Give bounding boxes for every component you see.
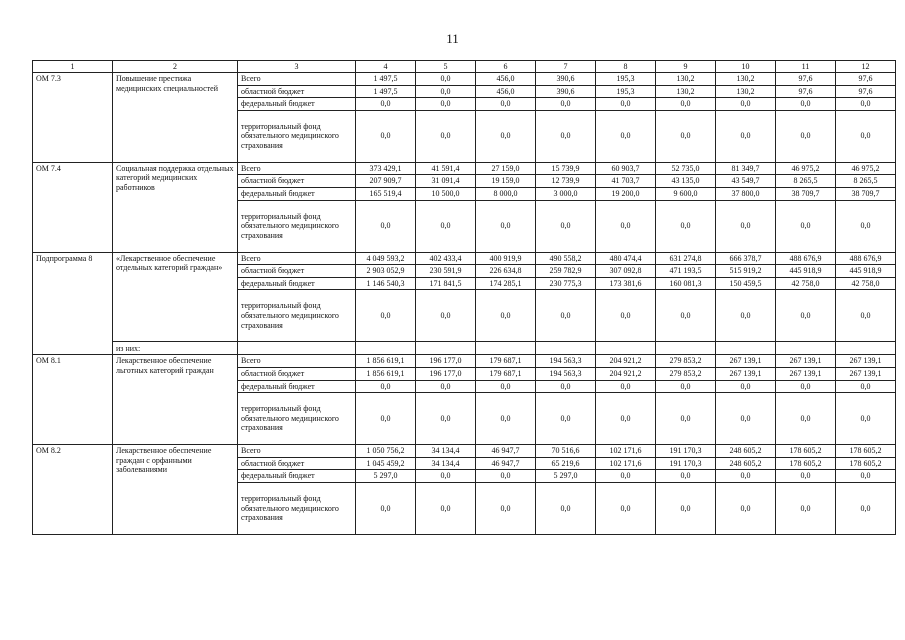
amount-cell: 174 285,1 [476,277,536,290]
amount-cell: 390,6 [536,73,596,86]
amount-cell: 631 274,8 [656,252,716,265]
funding-source: федеральный бюджет [238,187,356,200]
amount-cell: 0,0 [356,380,416,393]
amount-cell: 0,0 [596,110,656,162]
amount-cell: 5 297,0 [536,470,596,483]
amount-cell: 60 903,7 [596,162,656,175]
amount-cell: 34 134,4 [416,457,476,470]
amount-cell: 41 591,4 [416,162,476,175]
amount-cell: 31 091,4 [416,175,476,188]
amount-cell: 0,0 [596,290,656,342]
column-header: 5 [416,61,476,73]
amount-cell: 0,0 [716,482,776,534]
amount-cell: 456,0 [476,73,536,86]
amount-cell: 3 000,0 [536,187,596,200]
amount-cell: 1 497,5 [356,85,416,98]
amount-cell: 0,0 [476,98,536,111]
amount-cell: 0,0 [836,200,896,252]
amount-cell: 207 909,7 [356,175,416,188]
amount-cell: 0,0 [536,98,596,111]
amount-cell: 179 687,1 [476,355,536,368]
amount-cell: 0,0 [476,470,536,483]
amount-cell: 456,0 [476,85,536,98]
amount-cell: 0,0 [596,200,656,252]
amount-cell: 0,0 [596,393,656,445]
empty-cell [356,342,416,355]
amount-cell: 4 049 593,2 [356,252,416,265]
amount-cell: 0,0 [476,482,536,534]
amount-cell: 0,0 [656,380,716,393]
amount-cell: 0,0 [356,393,416,445]
funding-source: Всего [238,73,356,86]
amount-cell: 0,0 [596,380,656,393]
amount-cell: 178 605,2 [776,457,836,470]
amount-cell: 0,0 [416,110,476,162]
amount-cell: 160 081,3 [656,277,716,290]
column-header: 9 [656,61,716,73]
table-row [33,355,896,368]
column-header: 10 [716,61,776,73]
amount-cell: 0,0 [356,482,416,534]
amount-cell: 0,0 [656,482,716,534]
amount-cell: 0,0 [536,380,596,393]
amount-cell: 0,0 [836,290,896,342]
measure-code: ОМ 8.2 [33,445,113,535]
amount-cell: 490 558,2 [536,252,596,265]
amount-cell: 0,0 [716,470,776,483]
amount-cell: 402 433,4 [416,252,476,265]
amount-cell: 267 139,1 [776,355,836,368]
amount-cell: 0,0 [476,393,536,445]
amount-cell: 0,0 [536,290,596,342]
amount-cell: 488 676,9 [776,252,836,265]
empty-cell [416,342,476,355]
amount-cell: 0,0 [836,110,896,162]
amount-cell: 0,0 [716,380,776,393]
empty-cell [238,342,356,355]
amount-cell: 52 735,0 [656,162,716,175]
amount-cell: 0,0 [536,110,596,162]
amount-cell: 178 605,2 [836,457,896,470]
funding-source: федеральный бюджет [238,380,356,393]
amount-cell: 0,0 [656,98,716,111]
amount-cell: 81 349,7 [716,162,776,175]
amount-cell: 0,0 [716,98,776,111]
amount-cell: 8 265,5 [776,175,836,188]
amount-cell: 0,0 [836,470,896,483]
amount-cell: 0,0 [776,380,836,393]
amount-cell: 0,0 [716,393,776,445]
amount-cell: 0,0 [416,85,476,98]
amount-cell: 666 378,7 [716,252,776,265]
amount-cell: 267 139,1 [716,367,776,380]
amount-cell: 9 600,0 [656,187,716,200]
amount-cell: 515 919,2 [716,265,776,278]
funding-source: областной бюджет [238,85,356,98]
empty-cell [476,342,536,355]
empty-cell [776,342,836,355]
funding-source: областной бюджет [238,265,356,278]
amount-cell: 130,2 [656,73,716,86]
column-header: 12 [836,61,896,73]
amount-cell: 307 092,8 [596,265,656,278]
amount-cell: 0,0 [776,290,836,342]
funding-source: областной бюджет [238,175,356,188]
amount-cell: 0,0 [656,200,716,252]
amount-cell: 10 500,0 [416,187,476,200]
amount-cell: 0,0 [356,290,416,342]
funding-source: федеральный бюджет [238,277,356,290]
amount-cell: 267 139,1 [836,355,896,368]
amount-cell: 0,0 [596,470,656,483]
amount-cell: 0,0 [416,393,476,445]
measure-code: ОМ 7.4 [33,162,113,252]
amount-cell: 400 919,9 [476,252,536,265]
amount-cell: 1 050 756,2 [356,445,416,458]
amount-cell: 0,0 [776,393,836,445]
measure-name: Повышение престижа медицинских специальностей [113,73,238,163]
column-header: 7 [536,61,596,73]
amount-cell: 226 634,8 [476,265,536,278]
amount-cell: 1 497,5 [356,73,416,86]
header-row [33,61,896,73]
amount-cell: 445 918,9 [836,265,896,278]
amount-cell: 0,0 [596,482,656,534]
amount-cell: 38 709,7 [836,187,896,200]
amount-cell: 46 947,7 [476,457,536,470]
amount-cell: 0,0 [416,380,476,393]
amount-cell: 42 758,0 [836,277,896,290]
amount-cell: 0,0 [716,290,776,342]
amount-cell: 445 918,9 [776,265,836,278]
amount-cell: 2 903 052,9 [356,265,416,278]
amount-cell: 259 782,9 [536,265,596,278]
amount-cell: 97,6 [776,73,836,86]
amount-cell: 150 459,5 [716,277,776,290]
column-header: 3 [238,61,356,73]
amount-cell: 171 841,5 [416,277,476,290]
amount-cell: 19 159,0 [476,175,536,188]
amount-cell: 373 429,1 [356,162,416,175]
amount-cell: 130,2 [716,73,776,86]
page-number: 11 [446,31,459,46]
amount-cell: 0,0 [536,482,596,534]
empty-cell [536,342,596,355]
measure-code: Подпрограмма 8 [33,252,113,355]
measure-name: Социальная поддержка отдельных категорий медицинских работников [113,162,238,252]
table-row [33,252,896,265]
amount-cell: 65 219,6 [536,457,596,470]
amount-cell: 97,6 [836,85,896,98]
amount-cell: 194 563,3 [536,367,596,380]
amount-cell: 390,6 [536,85,596,98]
amount-cell: 38 709,7 [776,187,836,200]
amount-cell: 0,0 [836,393,896,445]
amount-cell: 279 853,2 [656,355,716,368]
amount-cell: 0,0 [536,393,596,445]
amount-cell: 178 605,2 [836,445,896,458]
amount-cell: 165 519,4 [356,187,416,200]
amount-cell: 43 135,0 [656,175,716,188]
amount-cell: 34 134,4 [416,445,476,458]
amount-cell: 102 171,6 [596,445,656,458]
column-header: 4 [356,61,416,73]
amount-cell: 0,0 [596,98,656,111]
funding-source: Всего [238,252,356,265]
amount-cell: 195,3 [596,85,656,98]
funding-source: территориальный фонд обязательного медицинского страхования [238,393,356,445]
empty-cell [716,342,776,355]
empty-cell [596,342,656,355]
amount-cell: 0,0 [776,470,836,483]
amount-cell: 248 605,2 [716,457,776,470]
amount-cell: 97,6 [776,85,836,98]
amount-cell: 12 739,9 [536,175,596,188]
amount-cell: 0,0 [836,380,896,393]
amount-cell: 230 775,3 [536,277,596,290]
funding-source: территориальный фонд обязательного медицинского страхования [238,200,356,252]
amount-cell: 1 856 619,1 [356,355,416,368]
amount-cell: 267 139,1 [716,355,776,368]
amount-cell: 0,0 [416,98,476,111]
amount-cell: 279 853,2 [656,367,716,380]
amount-cell: 0,0 [536,200,596,252]
amount-cell: 0,0 [656,470,716,483]
amount-cell: 0,0 [356,200,416,252]
amount-cell: 0,0 [416,73,476,86]
amount-cell: 130,2 [656,85,716,98]
funding-source: Всего [238,162,356,175]
column-header: 2 [113,61,238,73]
funding-source: Всего [238,355,356,368]
column-header: 8 [596,61,656,73]
empty-cell [836,342,896,355]
amount-cell: 0,0 [416,470,476,483]
funding-source: территориальный фонд обязательного медицинского страхования [238,290,356,342]
amount-cell: 0,0 [656,110,716,162]
amount-cell: 46 975,2 [776,162,836,175]
amount-cell: 0,0 [356,98,416,111]
amount-cell: 130,2 [716,85,776,98]
amount-cell: 230 591,9 [416,265,476,278]
amount-cell: 0,0 [656,290,716,342]
funding-source: Всего [238,445,356,458]
amount-cell: 1 045 459,2 [356,457,416,470]
amount-cell: 0,0 [476,110,536,162]
column-header: 6 [476,61,536,73]
amount-cell: 15 739,9 [536,162,596,175]
amount-cell: 1 146 540,3 [356,277,416,290]
measure-code: ОМ 8.1 [33,355,113,445]
funding-source: федеральный бюджет [238,470,356,483]
funding-source: областной бюджет [238,367,356,380]
amount-cell: 267 139,1 [776,367,836,380]
amount-cell: 102 171,6 [596,457,656,470]
table-row [33,342,896,355]
amount-cell: 471 193,5 [656,265,716,278]
amount-cell: 0,0 [356,110,416,162]
table-row [33,73,896,86]
amount-cell: 0,0 [776,110,836,162]
funding-source: территориальный фонд обязательного медицинского страхования [238,482,356,534]
amount-cell: 267 139,1 [836,367,896,380]
amount-cell: 204 921,2 [596,355,656,368]
measure-name: Лекарственное обеспечение льготных категорий граждан [113,355,238,445]
amount-cell: 46 947,7 [476,445,536,458]
funding-source: федеральный бюджет [238,98,356,111]
empty-cell [656,342,716,355]
amount-cell: 0,0 [836,482,896,534]
amount-cell: 37 800,0 [716,187,776,200]
amount-cell: 0,0 [776,98,836,111]
amount-cell: 19 200,0 [596,187,656,200]
amount-cell: 1 856 619,1 [356,367,416,380]
amount-cell: 0,0 [776,200,836,252]
amount-cell: 480 474,4 [596,252,656,265]
funding-source: территориальный фонд обязательного медицинского страхования [238,110,356,162]
amount-cell: 194 563,3 [536,355,596,368]
amount-cell: 0,0 [476,380,536,393]
amount-cell: 191 170,3 [656,457,716,470]
amount-cell: 204 921,2 [596,367,656,380]
amount-cell: 8 265,5 [836,175,896,188]
table-row [33,162,896,175]
amount-cell: 43 549,7 [716,175,776,188]
amount-cell: 488 676,9 [836,252,896,265]
amount-cell: 0,0 [836,98,896,111]
amount-cell: 0,0 [416,482,476,534]
amount-cell: 42 758,0 [776,277,836,290]
amount-cell: 0,0 [716,110,776,162]
amount-cell: 70 516,6 [536,445,596,458]
amount-cell: 191 170,3 [656,445,716,458]
amount-cell: 196 177,0 [416,367,476,380]
amount-cell: 0,0 [416,290,476,342]
amount-cell: 248 605,2 [716,445,776,458]
amount-cell: 0,0 [476,200,536,252]
amount-cell: 41 703,7 [596,175,656,188]
amount-cell: 8 000,0 [476,187,536,200]
amount-cell: 178 605,2 [776,445,836,458]
amount-cell: 0,0 [416,200,476,252]
column-header: 11 [776,61,836,73]
amount-cell: 179 687,1 [476,367,536,380]
budget-table [32,60,896,535]
amount-cell: 27 159,0 [476,162,536,175]
amount-cell: 196 177,0 [416,355,476,368]
funding-source: областной бюджет [238,457,356,470]
column-header: 1 [33,61,113,73]
amount-cell: 0,0 [476,290,536,342]
measure-name: «Лекарственное обеспечение отдельных категорий граждан» [113,252,238,342]
amount-cell: 0,0 [656,393,716,445]
amount-cell: 5 297,0 [356,470,416,483]
amount-cell: 0,0 [716,200,776,252]
amount-cell: 97,6 [836,73,896,86]
amount-cell: 173 381,6 [596,277,656,290]
subgroup-note: из них: [113,342,238,355]
measure-code: ОМ 7.3 [33,73,113,163]
measure-name: Лекарственное обеспечение граждан с орфанными заболеваниями [113,445,238,535]
amount-cell: 0,0 [776,482,836,534]
table-row [33,445,896,458]
amount-cell: 195,3 [596,73,656,86]
amount-cell: 46 975,2 [836,162,896,175]
